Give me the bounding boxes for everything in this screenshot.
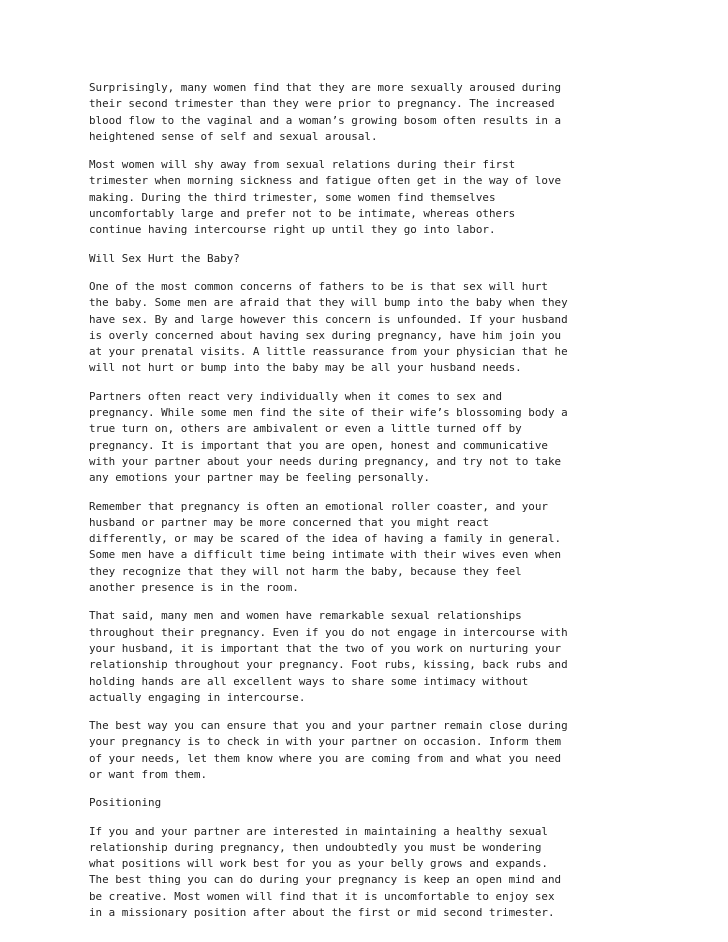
document-body [89,80,649,933]
paragraph-first-and-third-trimester: Most women will shy away from sexual relations during their first trimester when morning sickness and fatigue often get in the way of love making. During the third trimester, some women find themselves uncomfortably large and prefer not to be intimate, whereas others continue having intercourse right up until they go into labor. [89,158,562,237]
paragraph-second-trimester-arousal: Surprisingly, many women find that they are more sexually aroused during their second trimester than they were prior to pregnancy. The increased blood flow to the vaginal and a woman’s growing bosom often results in a heightened sense of self and sexual arousal. [89,81,562,143]
paragraph-remarkable-relationships: That said, many men and women have remarkable sexual relationships throughout their pregnancy. Even if you do not engage in intercourse with your husband, it is important that the two of you work on nurturing your relationship throughout your pregnancy. Foot rubs, kissing, back rubs and holding hands are all excellent ways to share some intimacy without actually engaging in intercourse. [89,609,568,704]
heading-will-sex-hurt-baby: Will Sex Hurt the Baby? [89,251,240,265]
paragraph-positions: If you and your partner are interested in maintaining a healthy sexual relationship during pregnancy, then undoubtedly you must be wondering what positions will work best for you as your belly grows and expands. The best thing you can do during your pregnancy is keep an open mind and be creative. Most women will find that it is uncomfortable to enjoy sex in a missionary position after about the first or mid second trimester. [89,824,562,920]
paragraph-fathers-concerns: One of the most common concerns of fathers to be is that sex will hurt the baby. Some men are afraid that they will bump into the baby when they have sex. By and large however this concern is unfounded. If your husband is overly concerned about having sex during pregnancy, have him join you at your prenatal visits. A little reassurance from your physician that he will not hurt or bump into the baby may be all your husband needs. [89,279,568,375]
paragraph-remain-close: The best way you can ensure that you and your partner remain close during your pregnancy is to check in with your partner on occasion. Inform them of your needs, let them know where you are coming from and what you need or want from them. [89,719,568,781]
heading-positioning: Positioning [89,796,162,810]
paragraph-emotional-roller-coaster: Remember that pregnancy is often an emotional roller coaster, and your husband or partner may be more concerned that you might react differently, or may be scared of the idea of having a family in general. Some men have a difficult time being intimate with their wives even when they recognize that they will not harm the baby, because they feel another presence is in the room. [89,499,562,595]
paragraph-partners-react: Partners often react very individually when it comes to sex and pregnancy. While some men find the site of their wife’s blossoming body a true turn on, others are ambivalent or even a little turned off by pregnancy. It is important that you are open, honest and communicative with your partner about your needs during pregnancy, and try not to take any emotions your partner may be feeling personally. [89,389,568,485]
